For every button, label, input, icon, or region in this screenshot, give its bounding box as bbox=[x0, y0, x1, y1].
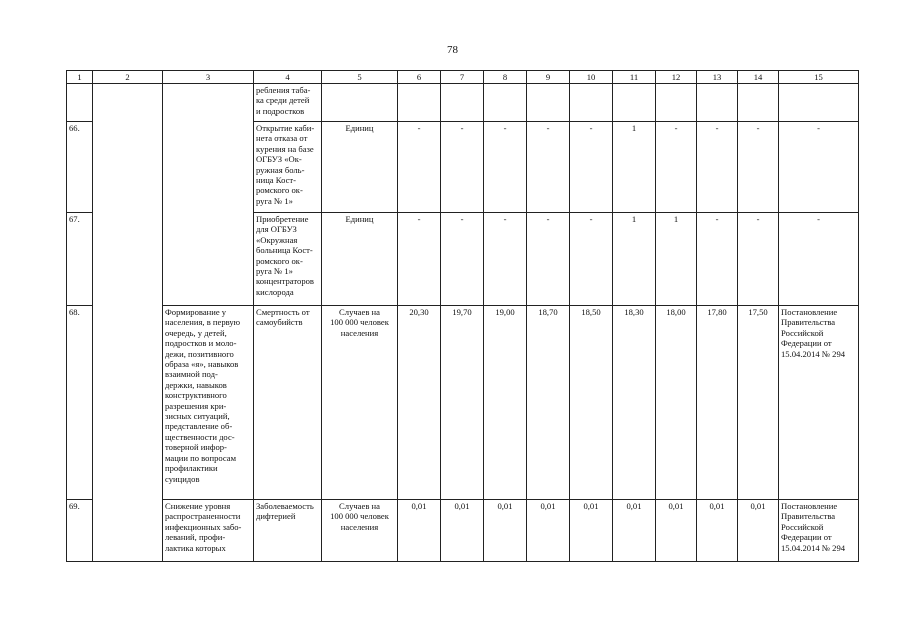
value-cell: 19,70 bbox=[441, 306, 484, 500]
value-cell: - bbox=[570, 122, 613, 213]
table-row bbox=[67, 500, 859, 562]
column-header: 12 bbox=[656, 71, 697, 84]
indicator-cell: ребления таба- ка среди детей и подростков bbox=[254, 84, 322, 122]
column-header: 9 bbox=[527, 71, 570, 84]
column-header: 2 bbox=[93, 71, 163, 84]
value-cell: 0,01 bbox=[613, 500, 656, 562]
basis-cell: Постановление Правительства Российской Федерации от 15.04.2014 № 294 bbox=[779, 306, 859, 500]
value-cell: 17,50 bbox=[738, 306, 779, 500]
value-cell: 19,00 bbox=[484, 306, 527, 500]
value-cell: 18,70 bbox=[527, 306, 570, 500]
value-cell: - bbox=[441, 213, 484, 306]
value-cell bbox=[570, 84, 613, 122]
goal-cell: Формирование у населения, в первую очередь, у детей, подростков и моло- дежи, позитивного образа «я», навыков взаимной под- держки, навыков конструктивного разрешения кри- зисных ситуаций, представление об- щественности дос- товерной инфор- мации по вопросам профилактики суицидов bbox=[163, 306, 254, 500]
value-cell: - bbox=[570, 213, 613, 306]
column-header: 15 bbox=[779, 71, 859, 84]
column-header: 10 bbox=[570, 71, 613, 84]
indicator-cell: Открытие каби- нета отказа от курения на базе ОГБУЗ «Ок- ружная боль- ница Кост- ромского ок- руга № 1» bbox=[254, 122, 322, 213]
value-cell bbox=[738, 84, 779, 122]
row-number-cell: 67. bbox=[67, 213, 93, 306]
value-cell: 17,80 bbox=[697, 306, 738, 500]
row-number-cell bbox=[67, 84, 93, 122]
table-row bbox=[67, 306, 859, 500]
value-cell: 20,30 bbox=[398, 306, 441, 500]
value-cell: - bbox=[398, 213, 441, 306]
row-number-cell: 68. bbox=[67, 306, 93, 500]
unit-cell: Единиц bbox=[322, 213, 398, 306]
column-header: 6 bbox=[398, 71, 441, 84]
basis-cell: - bbox=[779, 122, 859, 213]
column-header: 5 bbox=[322, 71, 398, 84]
value-cell: 0,01 bbox=[697, 500, 738, 562]
unit-cell: Случаев на 100 000 человек населения bbox=[322, 306, 398, 500]
column-2-cell bbox=[93, 84, 163, 562]
value-cell: - bbox=[697, 213, 738, 306]
column-header: 3 bbox=[163, 71, 254, 84]
value-cell: 18,30 bbox=[613, 306, 656, 500]
value-cell: - bbox=[441, 122, 484, 213]
value-cell: - bbox=[697, 122, 738, 213]
row-number-cell: 66. bbox=[67, 122, 93, 213]
value-cell: 0,01 bbox=[656, 500, 697, 562]
value-cell: 1 bbox=[656, 213, 697, 306]
value-cell: - bbox=[656, 122, 697, 213]
value-cell: - bbox=[484, 213, 527, 306]
value-cell: - bbox=[738, 213, 779, 306]
page-number: 78 bbox=[447, 44, 458, 56]
value-cell bbox=[484, 84, 527, 122]
value-cell bbox=[398, 84, 441, 122]
value-cell: 0,01 bbox=[441, 500, 484, 562]
value-cell: 0,01 bbox=[570, 500, 613, 562]
unit-cell bbox=[322, 84, 398, 122]
basis-cell: Постановление Правительства Российской Федерации от 15.04.2014 № 294 bbox=[779, 500, 859, 562]
value-cell: 18,50 bbox=[570, 306, 613, 500]
indicators-table bbox=[66, 70, 859, 562]
value-cell bbox=[697, 84, 738, 122]
value-cell: - bbox=[527, 213, 570, 306]
value-cell bbox=[613, 84, 656, 122]
value-cell: 0,01 bbox=[398, 500, 441, 562]
value-cell: 0,01 bbox=[738, 500, 779, 562]
column-header: 7 bbox=[441, 71, 484, 84]
basis-cell: - bbox=[779, 213, 859, 306]
value-cell: 0,01 bbox=[527, 500, 570, 562]
value-cell bbox=[656, 84, 697, 122]
value-cell: - bbox=[484, 122, 527, 213]
value-cell: - bbox=[398, 122, 441, 213]
column-header: 14 bbox=[738, 71, 779, 84]
value-cell: - bbox=[527, 122, 570, 213]
header-row bbox=[67, 71, 859, 84]
value-cell: 0,01 bbox=[484, 500, 527, 562]
value-cell: 18,00 bbox=[656, 306, 697, 500]
column-header: 11 bbox=[613, 71, 656, 84]
indicator-cell: Приобретение для ОГБУЗ «Окружная больница Кост- ромского ок- руга № 1» концентраторов кислорода bbox=[254, 213, 322, 306]
unit-cell: Единиц bbox=[322, 122, 398, 213]
indicator-cell: Заболеваемость дифтерией bbox=[254, 500, 322, 562]
row-number-cell: 69. bbox=[67, 500, 93, 562]
value-cell: 1 bbox=[613, 213, 656, 306]
value-cell: 1 bbox=[613, 122, 656, 213]
goal-cell bbox=[163, 84, 254, 306]
column-header: 4 bbox=[254, 71, 322, 84]
column-header: 8 bbox=[484, 71, 527, 84]
value-cell: - bbox=[738, 122, 779, 213]
basis-cell bbox=[779, 84, 859, 122]
value-cell bbox=[527, 84, 570, 122]
value-cell bbox=[441, 84, 484, 122]
column-header: 13 bbox=[697, 71, 738, 84]
indicator-cell: Смертность от самоубийств bbox=[254, 306, 322, 500]
table-row bbox=[67, 84, 859, 122]
unit-cell: Случаев на 100 000 человек населения bbox=[322, 500, 398, 562]
column-header: 1 bbox=[67, 71, 93, 84]
goal-cell: Снижение уровня распространенности инфекционных забо- леваний, профи- лактика которых bbox=[163, 500, 254, 562]
